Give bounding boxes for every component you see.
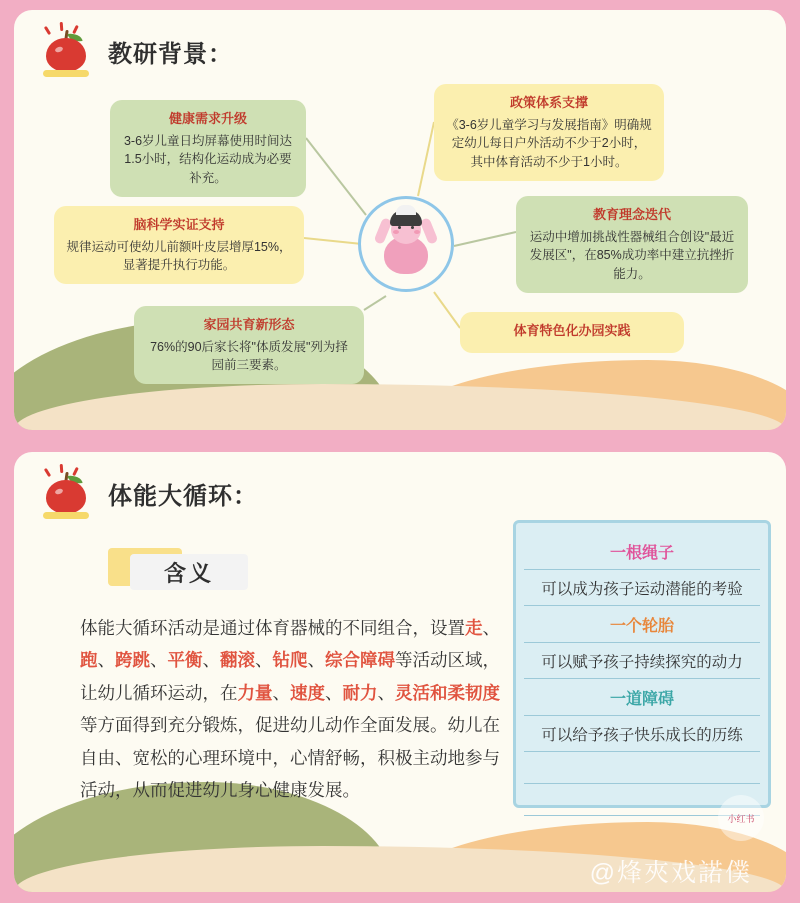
- paragraph-text: 、: [377, 682, 395, 703]
- notebook-line: 一道障碍: [524, 679, 760, 716]
- info-box-idea-iteration: [516, 196, 748, 293]
- mascot-eye: [411, 226, 414, 229]
- info-box-body: 《3-6岁儿童学习与发展指南》明确规定幼儿每日户外活动不少于2小时，其中体育活动不少于1小时。: [446, 117, 652, 169]
- watermark-handle: @烽夾戏諾僕: [589, 859, 752, 887]
- paragraph-text: 、: [325, 682, 343, 703]
- paragraph-keyword: 综合障碍: [325, 650, 395, 671]
- info-box-title: 政策体系支撑: [509, 95, 588, 110]
- paragraph-keyword: 跨跳: [115, 650, 150, 671]
- paragraph-text: 、: [255, 650, 273, 671]
- paragraph-keyword: 跑: [80, 650, 98, 671]
- tag-label-text: 含义: [163, 560, 214, 586]
- info-box-body: 运动中增加挑战性器械组合创设"最近发展区"，在85%成功率中建立抗挫折能力。: [529, 229, 735, 281]
- apple-body: [46, 480, 86, 514]
- apple-body: [46, 38, 86, 72]
- page-title: 教研背景：: [108, 40, 233, 68]
- watermark-badge: 小红书: [718, 795, 764, 841]
- notebook-panel: [513, 520, 771, 808]
- apple-base: [43, 70, 89, 77]
- info-box-title: 教育理念迭代: [592, 207, 671, 222]
- apple-icon: [40, 466, 94, 520]
- definition-tag: [108, 548, 260, 588]
- paragraph-keyword: 钻爬: [272, 650, 308, 671]
- notebook-line: 可以赋予孩子持续探究的动力: [524, 643, 760, 679]
- info-box-title: 健康需求升级: [168, 111, 247, 126]
- info-box-body: 76%的90后家长将"体质发展"列为择园前三要素。: [150, 339, 348, 373]
- paragraph-keyword: 速度: [290, 682, 325, 703]
- paragraph-text: 、: [307, 650, 325, 671]
- info-box-title: 家园共育新形态: [203, 317, 295, 332]
- mascot-cap: [396, 205, 416, 215]
- info-box-body: 规律运动可使幼儿前额叶皮层增厚15%，显著提升执行功能。: [66, 239, 292, 273]
- paragraph-text: 、: [150, 650, 168, 671]
- mascot-cheek: [414, 230, 420, 234]
- info-box-title: 体育特色化办园实践: [513, 323, 631, 338]
- paragraph-keyword: 走: [465, 618, 483, 638]
- paragraph-text: 、: [202, 650, 220, 671]
- info-box-body: 3-6岁儿童日均屏幕使用时间达1.5小时，结构化运动成为必要补充。: [123, 133, 293, 185]
- definition-paragraph: [80, 612, 500, 806]
- info-box-sports-practice: [460, 312, 684, 353]
- paragraph-keyword: 力量: [237, 682, 273, 703]
- notebook-line: 一根绳子: [524, 533, 760, 570]
- mascot-illustration: [358, 196, 454, 292]
- spark-icon: [60, 464, 64, 473]
- paragraph-keyword: 翻滚: [220, 650, 255, 671]
- apple-icon: [40, 24, 94, 78]
- notebook-line: 可以成为孩子运动潜能的考验: [524, 570, 760, 606]
- mascot-cheek: [393, 230, 399, 234]
- paragraph-text: 等活动区域，让幼儿循环运动，在: [80, 650, 500, 703]
- apple-base: [43, 512, 89, 519]
- spark-icon: [44, 26, 51, 35]
- spark-icon: [72, 25, 79, 34]
- info-box-health-need: [110, 100, 306, 197]
- paragraph-keyword: 耐力: [342, 682, 378, 703]
- paragraph-text: 等方面得到充分锻炼，促进幼儿动作全面发展。幼儿在自由、宽松的心理环境中，心情舒畅，积极主动地参与活动，从而促进幼儿身心健康发展。: [80, 715, 500, 800]
- tag-white-plate: [130, 554, 248, 590]
- info-box-family-coeducation: [134, 306, 364, 384]
- spark-icon: [72, 467, 79, 476]
- paragraph-text: 、: [97, 650, 115, 671]
- section-card-research-background: [14, 10, 786, 430]
- paragraph-text: 体能大循环活动是通过体育器械的不同组合，设置: [80, 618, 465, 638]
- paragraph-keyword: 平衡: [167, 650, 203, 671]
- info-box-title: 脑科学实证支持: [133, 217, 225, 232]
- paragraph-keyword: 灵活和柔韧度: [395, 682, 500, 703]
- paragraph-text: 、: [272, 682, 290, 703]
- card2-header: [40, 466, 258, 520]
- spark-icon: [44, 468, 51, 477]
- info-box-policy-support: [434, 84, 664, 181]
- spark-icon: [60, 22, 64, 31]
- card1-header: [40, 24, 233, 78]
- info-box-brain-science: [54, 206, 304, 284]
- mascot-eye: [398, 226, 401, 229]
- notebook-line: 可以给予孩子快乐成长的历练: [524, 716, 760, 752]
- notebook-line: [524, 752, 760, 784]
- section-title: 体能大循环：: [108, 482, 258, 510]
- notebook-line: 一个轮胎: [524, 606, 760, 643]
- paragraph-text: 、: [482, 618, 500, 638]
